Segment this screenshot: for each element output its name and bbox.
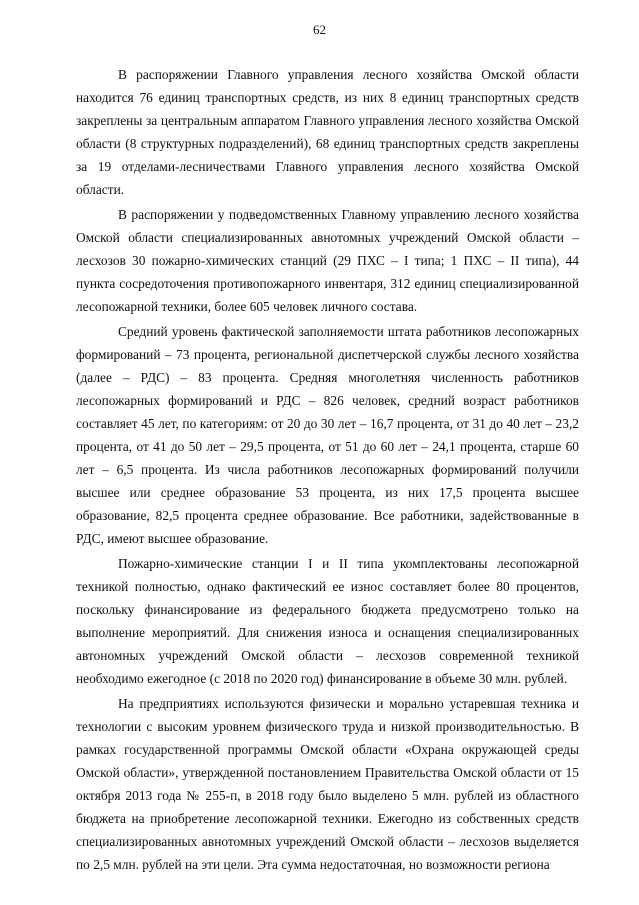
- paragraph-equipment-wear: Пожарно-химические станции I и II типа укомплектованы лесопожарной техникой полностью, однако фактический ее износ составляет более 80 процентов, поскольку финансирование из федерального бюджета предусмотрено только на выполнение мероприятий. Для снижения износа и оснащения специализированных автономных учреждений Омской области – лесхозов современной техникой необходимо ежегодное (с 2018 по 2020 год) финансирование в объеме 30 млн. рублей.: [76, 556, 579, 686]
- paragraph-funding: На предприятиях используются физически и морально устаревшая техника и технологии с высоким уровнем физического труда и низкой производительностью. В рамках государственной программы Омской области «Охрана окружающей среды Омской области», утвержденной постановлением Правительства Омской области от 15 октября 2013 года № 255-п, в 2018 году было выделено 5 млн. рублей из областного бюджета на приобретение лесопожарной техники. Ежегодно из собственных средств специализированных авнотомных учреждений Омской области – лесхозов выделяется по 2,5 млн. рублей на эти цели. Эта сумма недостаточная, но возможности региона: [76, 696, 579, 872]
- paragraph-staffing: Средний уровень фактической заполняемости штата работников лесопожарных формирований – 73 процента, региональной диспетчерской службы лесного хозяйства (далее – РДС) – 83 процента. Средняя многолетняя численность работников лесопожарных формирований и РДС – 826 человек, средний возраст работников составляет 45 лет, по категориям: от 20 до 30 лет – 16,7 процента, от 31 до 40 лет – 23,2 процента, от 41 до 50 лет – 29,5 процента, от 51 до 60 лет – 24,1 процента, старше 60 лет – 6,5 процента. Из числа работников лесопожарных формирований получили высшее или среднее образование 53 процента, из них 17,5 процента высшее образование, 82,5 процента среднее образование. Все работники, задействованные в РДС, имеют высшее образование.: [76, 324, 579, 546]
- document-body: [76, 63, 579, 878]
- paragraph-fire-stations: В распоряжении у подведомственных Главному управлению лесного хозяйства Омской области специализированных авнотомных учреждений Омской области – лесхозов 30 пожарно-химических станций (29 ПХС – I типа; 1 ПХС – II типа), 44 пункта сосредоточения противопожарного инвентаря, 312 единиц специализированной лесопожарной техники, более 605 человек личного состава.: [76, 207, 579, 314]
- page-number: 62: [313, 22, 326, 37]
- paragraph-vehicles: В распоряжении Главного управления лесного хозяйства Омской области находится 76 единиц транспортных средств, из них 8 единиц транспортных средств закреплены за центральным аппаратом Главного управления лесного хозяйства Омской области (8 структурных подразделений), 68 единиц транспортных средств закреплены за 19 отделами-лесничествами Главного управления лесного хозяйства Омской области.: [76, 67, 579, 197]
